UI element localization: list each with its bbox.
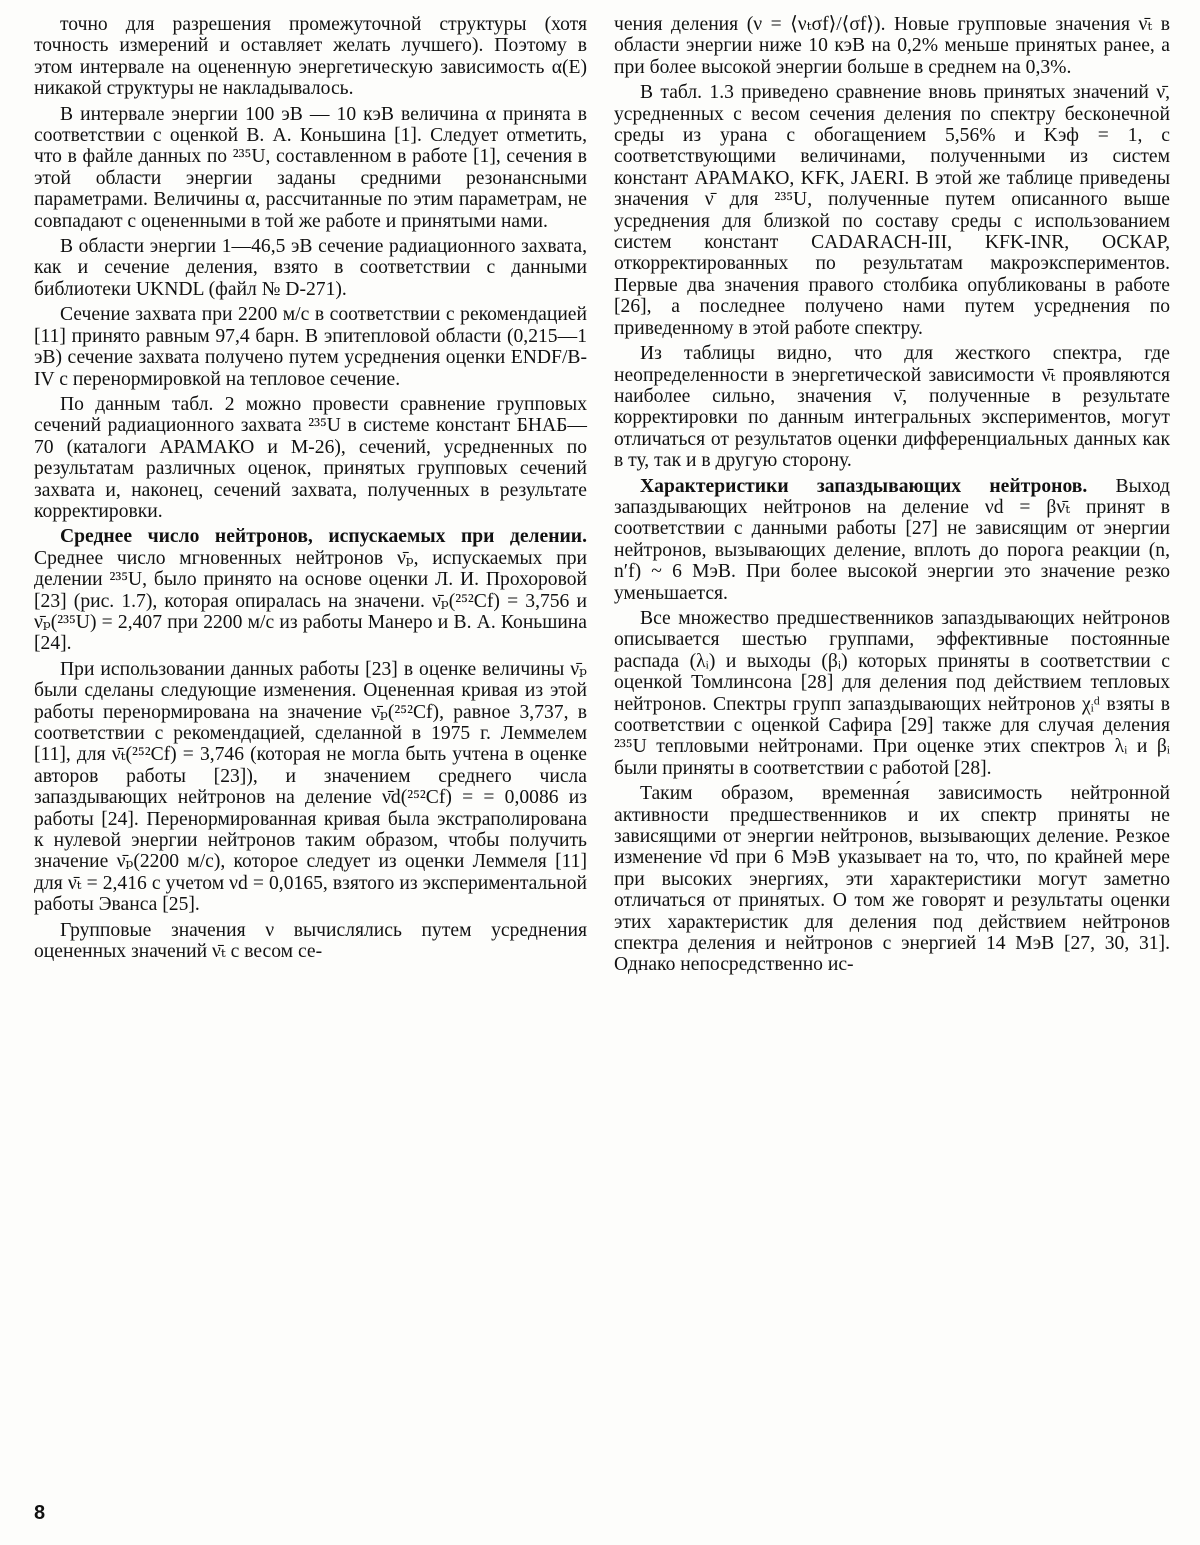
left-paragraph xyxy=(34,526,587,654)
left-paragraph xyxy=(34,14,587,100)
left-paragraph xyxy=(34,659,587,916)
right-paragraph xyxy=(614,14,1170,78)
left-paragraph xyxy=(34,920,587,963)
right-paragraph xyxy=(614,82,1170,339)
paragraph-text: В табл. 1.3 приведено сравнение вновь принятых значений ν̄, усредненных с весом сечения деления по спектру бесконечной среды из урана с обогащением 5,56% и Kэф = 1, с соответствующими величинами, полученными из систем констант АРАМАКО, KFK, JAERI. В этой же таблице приведены значения ν̄ для ²³⁵U, полученные путем описанного выше усреднения для близкой по составу среды с использованием систем констант CADARACH-III, KFK-INR, ОСКАР, откорректированных по результатам макроэкспериментов. Первые два значения правого столбика опубликованы в работе [26], а последнее получено нами путем усреднения по приведенному в этой работе спектру. xyxy=(614,82,1170,339)
right-paragraph xyxy=(614,343,1170,471)
paragraph-text: В области энергии 1—46,5 эВ сечение радиационного захвата, как и сечение деления, взято в соответствии с данными библиотеки UKNDL (файл № D-271). xyxy=(34,236,587,300)
page-number: 8 xyxy=(34,1502,46,1524)
left-paragraph xyxy=(34,236,587,300)
right-paragraph xyxy=(614,608,1170,779)
paragraph-text: В интервале энергии 100 эВ — 10 кэВ величина α принята в соответствии с оценкой В. А. Коньшина [1]. Следует отметить, что в файле данных по ²³⁵U, составленном в работе [1], сечения в этой области энергии заданы средними резонансными параметрами. Величины α, рассчитанные по этим параметрам, не совпадают с оцененными в той же работе и принятыми нами. xyxy=(34,103,587,232)
paragraph-text: точно для разрешения промежуточной структуры (хотя точность измерений и оставляет желать лучшего). Поэтому в этом интервале на оцененную энергетическую зависимость α(E) никакой структуры не накладывалось. xyxy=(34,14,587,100)
right-paragraph xyxy=(614,783,1170,976)
left-paragraph xyxy=(34,394,587,522)
paragraph-text: Сечение захвата при 2200 м/с в соответствии с рекомендацией [11] принято равным 97,4 барн. В эпитепловой области (0,215—1 эВ) сечение захвата получено путем усреднения оценки ENDF/B-IV с перенормировкой на тепловое сечение. xyxy=(34,304,587,390)
paragraph-text: Из таблицы видно, что для жесткого спектра, где неопределенности в энергетической зависимости ν̄ₜ проявляются наиболее сильно, значения ν̄, полученные в результате корректировки по данным интегральных экспериментов, могут отличаться от результатов оценки дифференциальных данных как в ту, так и в другую сторону. xyxy=(614,343,1170,472)
paragraph-text: Среднее число мгновенных нейтронов ν̄ₚ, испускаемых при делении ²³⁵U, было принято на основе оценки Л. И. Прохоровой [23] (рис. 1.7), которая опиралась на значени. ν̄ₚ(²⁵²Cf) = 3,756 и ν̄ₚ(²³⁵U) = 2,407 при 2200 м/с из работы Манеро и В. А. Коньшина [24]. xyxy=(34,547,587,655)
left-paragraph xyxy=(34,104,587,232)
right-column xyxy=(614,14,1170,980)
paragraph-text: Все множество предшественников запаздывающих нейтронов описывается шестью группами, эффективные постоянные распада (λᵢ) и выходы (βᵢ) которых приняты в соответствии с оценкой Томлинсона [28] для деления под действием тепловых нейтронов. Спектры групп запаздывающих нейтронов χᵢᵈ взяты в соответствии с оценкой Сафира [29] также для случая деления ²³⁵U тепловыми нейтронами. При оценке этих спектров λᵢ и βᵢ были приняты в соответствии с работой [28]. xyxy=(614,607,1170,779)
paragraph-text: Групповые значения ν вычислялись путем усреднения оцененных значений ν̄ₜ с весом се- xyxy=(34,919,587,963)
left-column xyxy=(34,14,587,966)
paragraph-text: По данным табл. 2 можно провести сравнение групповых сечений радиационного захвата ²³⁵U в системе констант БНАБ—70 (каталоги АРАМАКО и М-26), сечений, усредненных по результатам различных оценок, принятых групповых сечений захвата и, наконец, сечений захвата, полученных в результате корректировки. xyxy=(34,393,587,522)
paragraph-text: чения деления (ν = ⟨νₜσf⟩/⟨σf⟩). Новые групповые значения ν̄ₜ в области энергии ниже 10 кэВ на 0,2% меньше принятых ранее, а при более высокой энергии больше в среднем на 0,3%. xyxy=(614,14,1170,78)
paragraph-text: Таким образом, временна́я зависимость нейтронной активности предшественников и их спектр приняты не зависящими от энергии нейтронов, вызывающих деление. Резкое изменение ν̄d при 6 МэВ указывает на то, что, по крайней мере при высоких энергиях, эти характеристики могут заметно отличаться от принятых. О том же говорят и результаты оценки этих характеристик для деления под действием нейтронов спектра деления и нейтронов с энергией 14 МэВ [27, 30, 31]. Однако непосредственно ис- xyxy=(614,783,1170,976)
section-heading: Среднее число нейтронов, испускаемых при делении. xyxy=(60,526,587,548)
section-heading: Характеристики запаздывающих нейтронов. xyxy=(640,475,1088,497)
paragraph-text: Выход запаздывающих нейтронов на деление νd = βν̄ₜ принят в соответствии с данными работы [27] не зависящим от энергии нейтронов, вызывающих деление, вплоть до порога реакции (n, n′f) ~ 6 МэВ. При более высокой энергии это значение резко уменьшается. xyxy=(614,475,1171,604)
paragraph-text: При использовании данных работы [23] в оценке величины ν̄ₚ были сделаны следующие изменения. Оцененная кривая из этой работы перенормирована на значение ν̄ₚ(²⁵²Cf), равное 3,737, в соответствии с рекомендацией, сделанной в 1975 г. Леммелем [11], для ν̄ₜ(²⁵²Cf) = 3,746 (которая не могла быть учтена в оценке авторов работы [23]), и значением среднего числа запаздывающих нейтронов на деление ν̄d(²⁵²Cf) = = 0,0086 из работы [24]. Перенормированная кривая была экстраполирована к нулевой энергии нейтронов таким образом, чтобы получить значение ν̄ₚ(2200 м/с), которое следует из оценки Леммеля [11] для ν̄ₜ = 2,416 с учетом νd = 0,0165, взятого из экспериментальной работы Эванса [25]. xyxy=(34,658,587,916)
left-paragraph xyxy=(34,304,587,390)
right-paragraph xyxy=(614,476,1170,604)
